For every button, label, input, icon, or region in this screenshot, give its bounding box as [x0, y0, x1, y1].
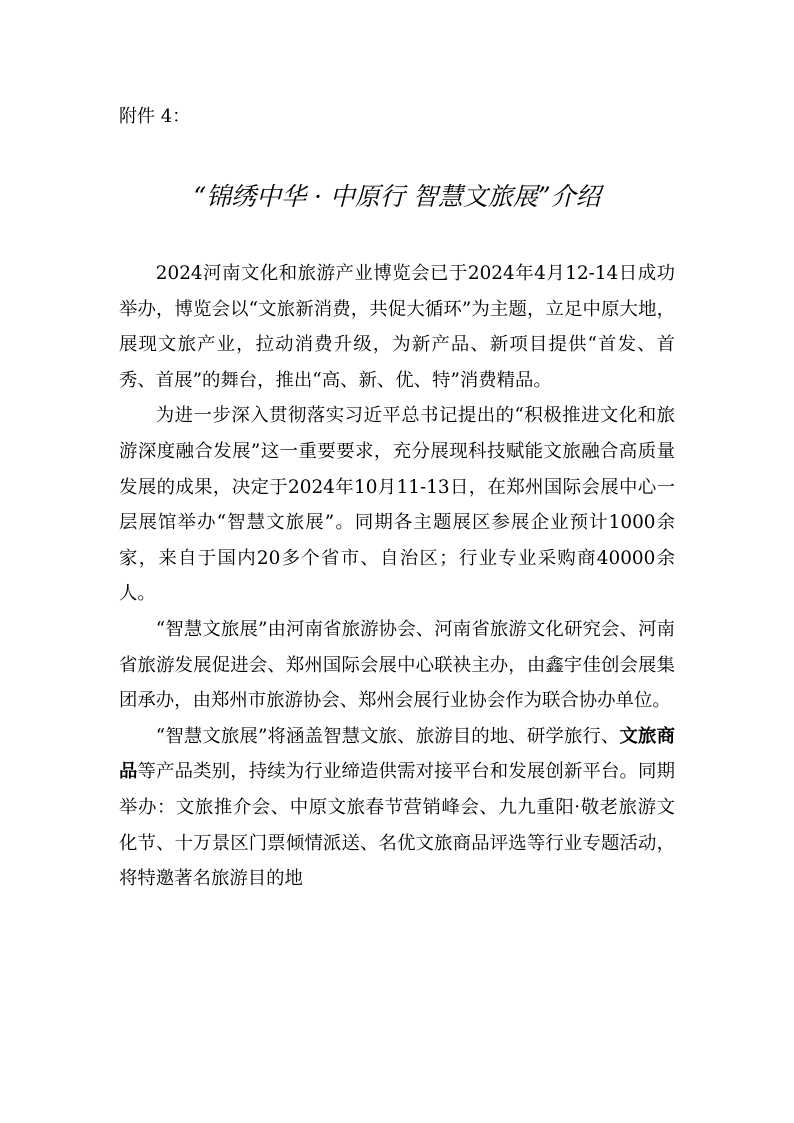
- paragraph-organizers: “智慧文旅展”由河南省旅游协会、河南省旅游文化研究会、河南省旅游发展促进会、郑州国际会展中心联袂主办，由鑫宇佳创会展集团承办，由郑州市旅游协会、郑州会展行业协会作为联合协办单位。: [119, 618, 675, 712]
- paragraph-scope-lead: “智慧文旅展”将涵盖智慧文旅、旅游目的地、研学旅行、: [155, 725, 620, 747]
- paragraph-scope-rest: 等产品类别，持续为行业缔造供需对接平台和发展创新平台。同期举办：文旅推介会、中原文旅春节营销峰会、九九重阳·敬老旅游文化节、十万景区门票倾情派送、名优文旅商品评选等行业专题活动，将特邀著名旅游目的地: [119, 761, 675, 890]
- paragraph-scope-bold-term: 文旅商品: [119, 725, 675, 783]
- document-title: “锦绣中华 · 中原行 智慧文旅展”介绍: [193, 182, 601, 211]
- document-body: [119, 256, 675, 897]
- paragraph-exhibition-plan: 为进一步深入贯彻落实习近平总书记提出的“积极推进文化和旅游深度融合发展”这一重要要求，充分展现科技赋能文旅融合高质量发展的成果，决定于2024年10月11-13日，在郑州国际会展中心一层展馆举办“智慧文旅展”。同期各主题展区参展企业预计1000余家，来自于国内20多个省市、自治区；行业专业采购商40000余人。: [119, 405, 675, 605]
- paragraph-expo-summary: 2024河南文化和旅游产业博览会已于2024年4月12-14日成功举办，博览会以“文旅新消费，共促大循环”为主题，立足中原大地，展现文旅产业，拉动消费升级，为新产品、新项目提供“首发、首秀、首展”的舞台，推出“高、新、优、特”消费精品。: [119, 263, 675, 391]
- paragraph-scope: [119, 719, 675, 897]
- attachment-label: 附件 4：: [119, 106, 191, 127]
